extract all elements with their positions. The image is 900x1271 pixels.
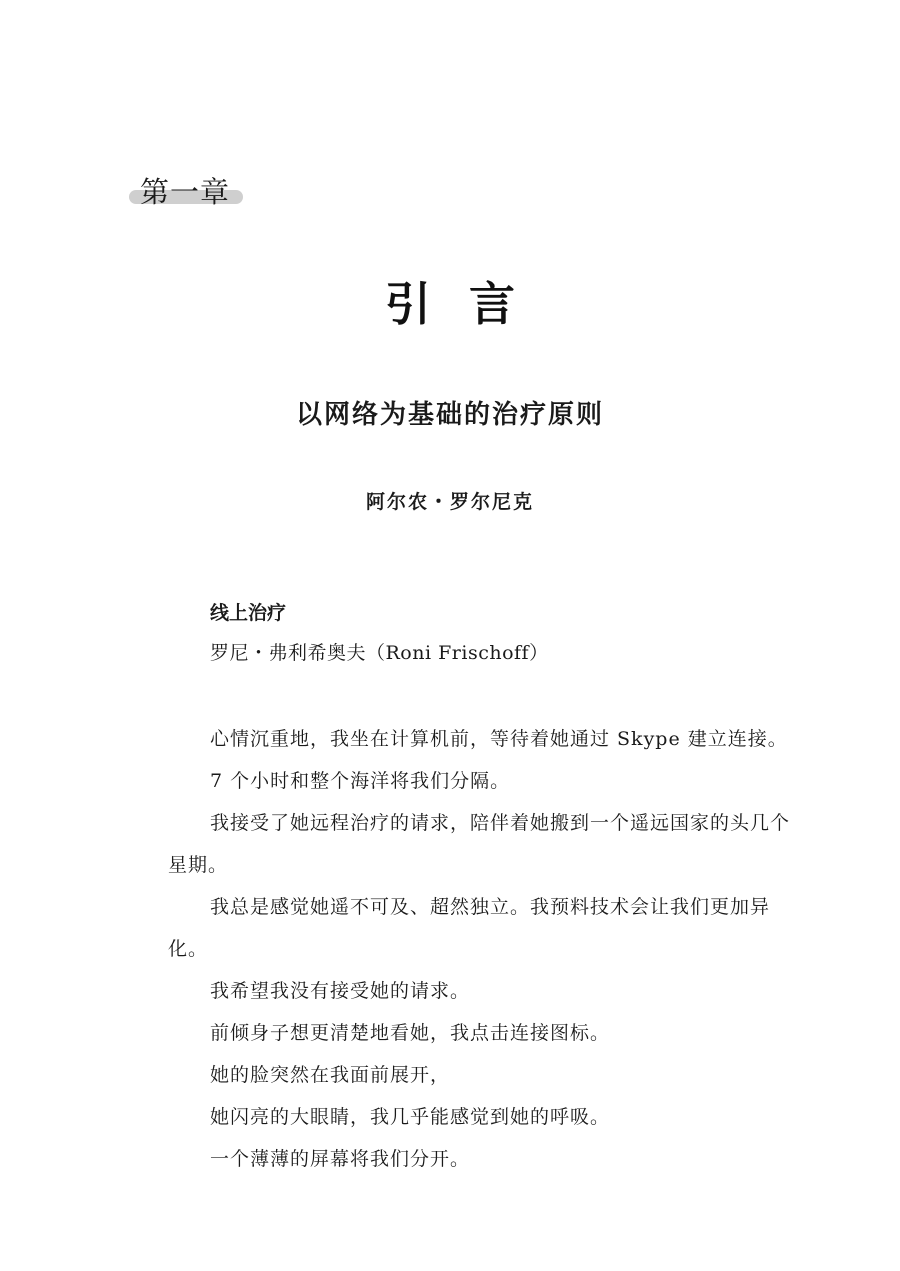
paragraph: 我接受了她远程治疗的请求，陪伴着她搬到一个遥远国家的头几个星期。 [168,812,791,876]
body-text [168,718,794,1180]
paragraph: 她的脸突然在我面前展开， [210,1064,451,1086]
chapter-subtitle: 以网络为基础的治疗原则 [295,400,604,430]
section-heading: 线上治疗 [210,602,287,624]
paragraph: 前倾身子想更清楚地看她，我点击连接图标。 [210,1022,611,1044]
paragraph: 她闪亮的大眼睛，我几乎能感觉到她的呼吸。 [210,1106,611,1128]
chapter-label: 第一章 [140,175,231,209]
paragraph: 我总是感觉她遥不可及、超然独立。我预料技术会让我们更加异化。 [168,896,771,960]
paragraph: 7 个小时和整个海洋将我们分隔。 [210,770,511,792]
paragraph: 心情沉重地，我坐在计算机前，等待着她通过 Skype 建立连接。 [210,728,788,750]
paragraph: 我希望我没有接受她的请求。 [210,980,471,1002]
paragraph: 一个薄薄的屏幕将我们分开。 [210,1148,471,1170]
chapter-author: 阿尔农・罗尔尼克 [365,491,534,513]
chapter-title: 引言 [385,277,553,331]
section-byline: 罗尼・弗利希奥夫（Roni Frischoff） [210,642,549,664]
